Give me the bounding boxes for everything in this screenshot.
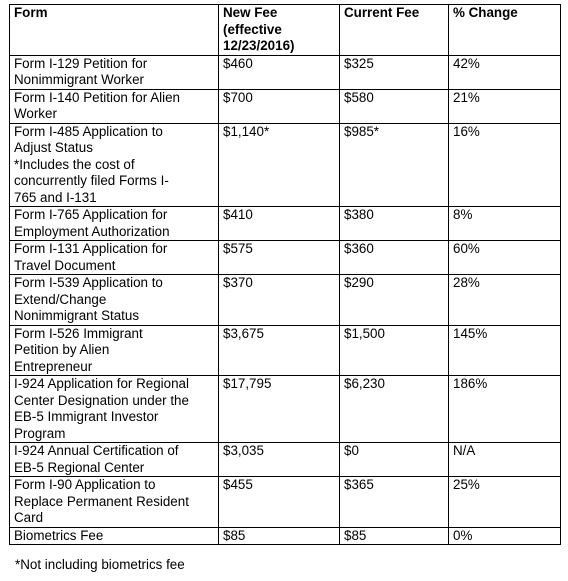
cell-form: I-924 Application for Regional Center Designation under the EB-5 Immigrant Investor Program [10,376,219,443]
table-row [10,275,561,326]
cell-current-fee: $0 [340,443,449,477]
cell-form: Form I-90 Application to Replace Permanent Resident Card [10,477,219,528]
fee-table-body [10,55,561,545]
table-row [10,241,561,275]
cell-new-fee: $1,140* [219,123,340,207]
cell-percent-change: 60% [449,241,561,275]
cell-new-fee: $455 [219,477,340,528]
cell-percent-change: 16% [449,123,561,207]
cell-current-fee: $6,230 [340,376,449,443]
header-form: Form [10,5,219,56]
cell-new-fee: $85 [219,527,340,545]
cell-new-fee: $410 [219,207,340,241]
fee-table-head [10,5,561,56]
table-row [10,207,561,241]
table-row [10,443,561,477]
cell-current-fee: $1,500 [340,325,449,376]
table-row [10,123,561,207]
cell-percent-change: 8% [449,207,561,241]
fee-table [9,4,561,545]
cell-current-fee: $580 [340,89,449,123]
cell-form: Form I-526 Immigrant Petition by Alien Entrepreneur [10,325,219,376]
cell-form: Form I-131 Application for Travel Document [10,241,219,275]
cell-new-fee: $17,795 [219,376,340,443]
header-new-fee: New Fee (effective 12/23/2016) [219,5,340,56]
cell-form: Form I-140 Petition for Alien Worker [10,89,219,123]
table-row [10,55,561,89]
cell-form: Form I-129 Petition for Nonimmigrant Worker [10,55,219,89]
cell-form: Form I-485 Application to Adjust Status *Includes the cost of concurrently filed Forms I- 765 and I-131 [10,123,219,207]
cell-new-fee: $700 [219,89,340,123]
cell-percent-change: 21% [449,89,561,123]
cell-percent-change: 42% [449,55,561,89]
cell-form: Form I-765 Application for Employment Authorization [10,207,219,241]
cell-current-fee: $85 [340,527,449,545]
cell-current-fee: $290 [340,275,449,326]
table-row [10,527,561,545]
cell-percent-change: 28% [449,275,561,326]
cell-new-fee: $370 [219,275,340,326]
header-current-fee: Current Fee [340,5,449,56]
table-row [10,325,561,376]
cell-percent-change: 0% [449,527,561,545]
cell-current-fee: $360 [340,241,449,275]
cell-form: Form I-539 Application to Extend/Change Nonimmigrant Status [10,275,219,326]
cell-current-fee: $365 [340,477,449,528]
table-row [10,376,561,443]
cell-new-fee: $3,675 [219,325,340,376]
cell-percent-change: 186% [449,376,561,443]
cell-new-fee: $575 [219,241,340,275]
cell-current-fee: $380 [340,207,449,241]
cell-current-fee: $985* [340,123,449,207]
cell-new-fee: $3,035 [219,443,340,477]
cell-new-fee: $460 [219,55,340,89]
cell-percent-change: 145% [449,325,561,376]
cell-percent-change: N/A [449,443,561,477]
cell-current-fee: $325 [340,55,449,89]
cell-form: Biometrics Fee [10,527,219,545]
footnote: *Not including biometrics fee [15,557,185,572]
header-row [10,5,561,56]
table-row [10,89,561,123]
cell-form: I-924 Annual Certification of EB-5 Regional Center [10,443,219,477]
table-row [10,477,561,528]
cell-percent-change: 25% [449,477,561,528]
header-percent-change: % Change [449,5,561,56]
